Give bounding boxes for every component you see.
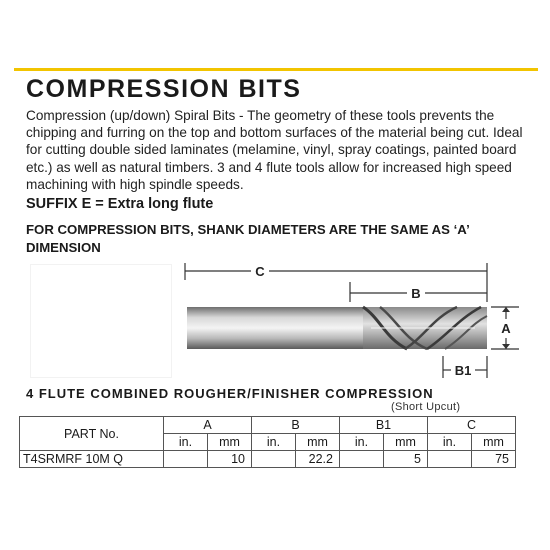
value-cell bbox=[340, 451, 384, 468]
spec-table bbox=[19, 416, 516, 468]
dimension-b-label: B bbox=[411, 286, 421, 301]
suffix-note: SUFFIX E = Extra long flute bbox=[26, 196, 214, 212]
page-title: COMPRESSION BITS bbox=[26, 75, 302, 103]
col-c-header: C bbox=[428, 417, 516, 434]
value-cell bbox=[252, 451, 296, 468]
router-bit-diagram bbox=[175, 258, 525, 388]
value-cell bbox=[164, 451, 208, 468]
unit-cell: mm bbox=[296, 434, 340, 451]
unit-cell: in. bbox=[252, 434, 296, 451]
description-text: Compression (up/down) Spiral Bits - The geometry of these tools prevents the chipping and furring on the top and bottom surfaces of the material being cut. Ideal for cutting double sided laminates (melamine, vinyl, spray coatings, painted board etc.) as well as natural timbers. 3 and 4 flute tools allow for increased high speed machining with high spindle speeds. bbox=[26, 108, 523, 192]
col-b1-header: B1 bbox=[340, 417, 428, 434]
part-number-cell: T4SRMRF 10M Q bbox=[20, 451, 164, 468]
dimension-a bbox=[491, 307, 519, 349]
flute-section bbox=[363, 307, 487, 349]
value-cell: 10 bbox=[208, 451, 252, 468]
col-b-header: B bbox=[252, 417, 340, 434]
dimension-c-label: C bbox=[255, 264, 265, 279]
dimension-b1-label: B1 bbox=[454, 363, 472, 378]
value-cell: 5 bbox=[384, 451, 428, 468]
shank-note: FOR COMPRESSION BITS, SHANK DIAMETERS ARE THE SAME AS ‘A’ DIMENSION bbox=[26, 222, 470, 255]
product-subnote: (Short Upcut) bbox=[391, 401, 461, 413]
product-subtitle: 4 FLUTE COMBINED ROUGHER/FINISHER COMPRESSION bbox=[26, 386, 434, 401]
unit-cell: mm bbox=[384, 434, 428, 451]
unit-cell: mm bbox=[208, 434, 252, 451]
col-a-header: A bbox=[164, 417, 252, 434]
part-number-header: PART No. bbox=[20, 417, 164, 451]
value-cell: 75 bbox=[472, 451, 516, 468]
dimension-c bbox=[185, 263, 487, 302]
value-cell: 22.2 bbox=[296, 451, 340, 468]
unit-cell: in. bbox=[164, 434, 208, 451]
dimension-a-label: A bbox=[501, 321, 511, 336]
value-cell bbox=[428, 451, 472, 468]
shank-body bbox=[187, 307, 363, 349]
unit-cell: mm bbox=[472, 434, 516, 451]
dimension-b1 bbox=[443, 356, 487, 378]
table-header-row bbox=[20, 417, 516, 434]
table-row bbox=[20, 451, 516, 468]
unit-cell: in. bbox=[428, 434, 472, 451]
image-placeholder bbox=[30, 264, 172, 378]
unit-cell: in. bbox=[340, 434, 384, 451]
dimension-b bbox=[350, 282, 487, 302]
accent-rule bbox=[14, 68, 538, 71]
